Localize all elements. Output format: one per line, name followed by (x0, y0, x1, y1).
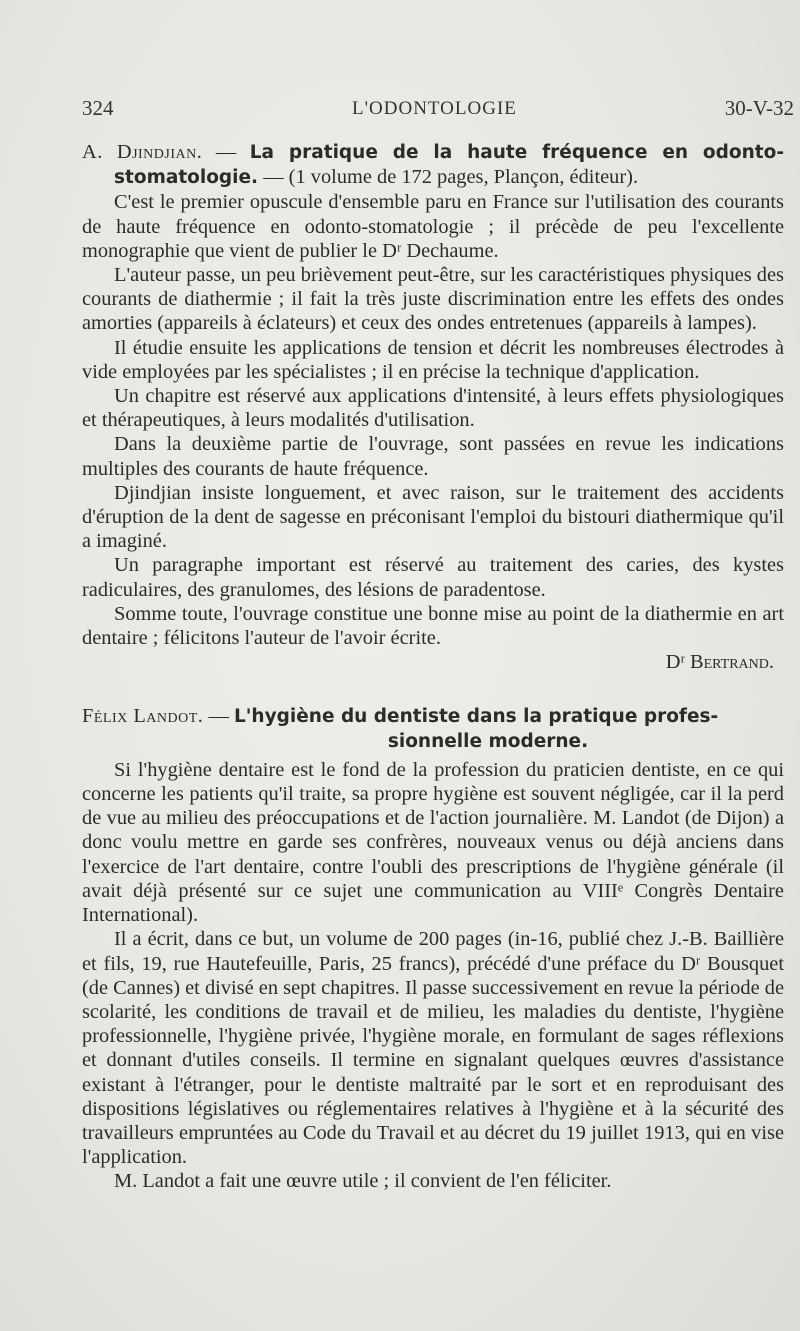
issue-date: 30-V-32 (724, 96, 794, 120)
review-2-paragraph: Il a écrit, dans ce but, un volume de 200 pages (in-16, publié chez J.-B. Baillière et fils, 19, rue Hautefeuille, Paris, 25 francs), précédé d'une préface du Dʳ Bousquet (de Cannes) et divisé en sept chapitres. Il passe successivement en revue la période de scolarité, les conditions de travail et de milieu, les maladies du dentiste, l'hygiène professionnelle, l'hygiène privée, l'hygiène morale, en formulant de sages réflexions et donnant d'utiles conseils. Il termine en signalant quelques œuvres d'assistance existant à l'étranger, pour le dentiste maltraité par le sort et en reproduisant des dispositions législatives ou réglementaires relatives à l'hygiène et à la sécurité des travailleurs empruntées au Code du Travail et au décret du 19 juillet 1913, qui en vise l'application. (82, 928, 784, 1169)
review-1-paragraph: Un paragraphe important est réservé au traitement des caries, des kystes radiculaires, des granulomes, des lésions de paradentose. (82, 554, 784, 601)
review-1-paragraph: C'est le premier opuscule d'ensemble paru en France sur l'utilisation des courants de haute fréquence en odonto-stomatologie ; il précède de peu l'excellente monographie que vient de publier le Dʳ Dechaume. (82, 191, 784, 262)
review-1-signature: Dʳ Bertrand. (665, 651, 774, 674)
running-head (82, 96, 794, 126)
page-number: 324 (82, 96, 114, 120)
review-2-paragraph: M. Landot a fait une œuvre utile ; il convient de l'en féliciter. (114, 1170, 612, 1193)
journal-title: L'ODONTOLOGIE (352, 98, 517, 119)
review-1-heading (82, 140, 784, 190)
review-1-paragraph: L'auteur passe, un peu brièvement peut-être, sur les caractéristiques physiques des courants de diathermie ; il fait la très juste discrimination entre les effets des ondes amorties (appareils à éclateurs) et ceux des ondes entretenues (appareils à lampes). (82, 264, 784, 335)
review-2-author: Félix Landot. (82, 705, 204, 728)
review-1-paragraph: Un chapitre est réservé aux applications d'intensité, à leurs effets physiologiques et thérapeutiques, à leurs modalités d'utilisation. (82, 385, 784, 432)
review-2-heading (82, 704, 784, 753)
review-1-paragraph: Il étudie ensuite les applications de tension et décrit les nombreuses électrodes à vide employées par les spécialistes ; il en précise la technique d'application. (82, 336, 784, 383)
review-2-title-line-1: L'hygiène du dentiste dans la pratique profes- (233, 706, 719, 728)
review-2-title-line-2: sionnelle moderne. (387, 730, 589, 752)
section-gap (82, 674, 784, 704)
review-1-title: La pratique de la haute fréquence en odonto-stomatologie. (114, 142, 784, 189)
review-1-author: A. Djindjian. (82, 141, 203, 163)
review-1-paragraph: Somme toute, l'ouvrage constitue une bonne mise au point de la diathermie en art dentaire ; félicitons l'auteur de l'avoir écrite. (82, 602, 784, 650)
review-1-details: — (1 volume de 172 pages, Plançon, éditeur). (258, 166, 639, 189)
review-2-dash: — (203, 705, 234, 728)
review-1-paragraph: Djindjian insiste longuement, et avec raison, sur le traitement des accidents d'éruption de la dent de sagesse en préconisant l'emploi du bistouri diathermique qu'il a imaginé. (82, 481, 784, 553)
review-1-paragraph: Dans la deuxième partie de l'ouvrage, sont passées en revue les indications multiples des courants de haute fréquence. (82, 433, 784, 480)
review-1-dash: — (202, 141, 250, 163)
article-body (82, 140, 784, 1194)
review-2-paragraph: Si l'hygiène dentaire est le fond de la profession du praticien dentiste, en ce qui concerne les patients qu'il traite, sa propre hygiène est souvent négligée, car il la perd de vue au milieu des préoccupations et de l'action journalière. M. Landot (de Dijon) a donc voulu mettre en garde ses confrères, nouveaux venus ou déjà anciens dans l'exercice de l'art dentaire, contre l'oubli des prescriptions de l'hygiène générale (il avait déjà présenté sur ce sujet une communication au VIIIᵉ Congrès Dentaire International). (82, 758, 784, 927)
